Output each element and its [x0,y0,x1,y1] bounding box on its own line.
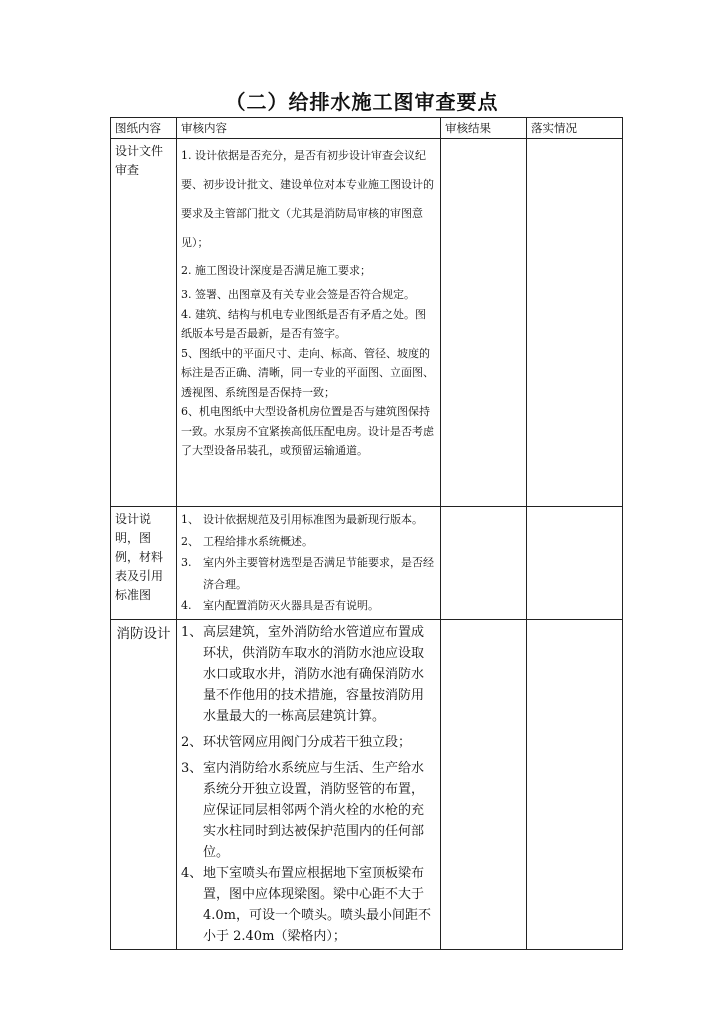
list-item: 5、图纸中的平面尺寸、走向、标高、管径、坡度的标注是否正确、清晰，同一专业的平面图、立面图、透视图、系统图是否保持一致； [181,346,434,399]
item-number: 4、 [181,865,203,881]
item-text: 高层建筑，室外消防给水管道应布置成环状，供消防车取水的消防水池应设取水口或取水井，消防水池有确保消防水量不作他用的技术措施，容量按消防用水量最大的一栋高层建筑计算。 [203,624,425,724]
table-row [111,507,623,620]
header-implementation: 落实情况 [527,118,623,139]
list-item [181,758,436,863]
row-label: 设计文件审查 [111,139,177,507]
review-result-cell [441,507,527,620]
item-text: 设计依据规范及引用标准图为最新现行版本。 [203,513,423,526]
item-text: 室内消防给水系统应与生活、生产给水系统分开独立设置，消防竖管的布置，应保证同层相邻两个消火栓的水枪的充实水柱同时到达被保护范围内的任何部位。 [203,760,425,860]
row-label: 设计说明，图例，材料表及引用标准图 [111,507,177,620]
list-item [181,595,436,617]
header-review-result: 审核结果 [441,118,527,139]
item-number: 3、 [181,760,203,776]
list-item [181,863,436,947]
item-number: 3. [181,556,192,569]
list-item [181,552,436,595]
list-item: 1. 设计依据是否充分，是否有初步设计审查会议纪要、初步设计批文、建设单位对本专业施工图设计的要求及主管部门批文（尤其是消防局审核的审图意见）； [181,149,434,249]
table-row [111,139,623,507]
header-drawing-content: 图纸内容 [111,118,177,139]
page-title: （二）给排水施工图审查要点 [225,90,499,114]
review-content-cell [177,619,441,949]
table-header-row [111,118,623,139]
list-item [181,622,436,727]
implementation-cell [527,139,623,507]
implementation-cell [527,507,623,620]
review-result-cell [441,619,527,949]
item-text: 室内外主要管材选型是否满足节能要求，是否经济合理。 [203,556,434,591]
item-number: 1、 [181,513,199,526]
item-text: 环状管网应用阀门分成若干独立段； [203,734,412,750]
review-result-cell [441,139,527,507]
review-content-cell [177,507,441,620]
list-item: 4. 建筑、结构与机电专业图纸是否有矛盾之处。图纸版本号是否最新，是否有签字。 [181,307,426,340]
list-item [181,509,436,531]
review-table [110,117,623,950]
list-item: 3. 签署、出图章及有关专业会签是否符合规定。 [181,288,415,301]
item-number: 1、 [181,624,203,640]
list-item [181,531,436,553]
list-item: 2. 施工图设计深度是否满足施工要求； [181,264,371,277]
item-number: 2、 [181,734,203,750]
table-row [111,619,623,949]
list-item [181,732,436,753]
item-text: 工程给排水系统概述。 [203,534,313,548]
implementation-cell [527,619,623,949]
review-content-cell [177,139,441,507]
item-text: 室内配置消防灭火器具是否有说明。 [203,599,379,612]
header-review-content: 审核内容 [177,118,441,139]
row-label: 消防设计 [111,619,177,949]
item-number: 4. [181,599,192,612]
item-number: 2、 [181,534,199,548]
item-text: 地下室喷头布置应根据地下室顶板梁布置，图中应体现梁图。梁中心距不大于 4.0m，可设一个喷头。喷头最小间距不小于 2.40m（梁格内）； [203,865,432,944]
list-item: 6、机电图纸中大型设备机房位置是否与建筑图保持一致。水泵房不宜紧挨高低压配电房。设计是否考虑了大型设备吊装孔，或预留运输通道。 [181,405,434,457]
